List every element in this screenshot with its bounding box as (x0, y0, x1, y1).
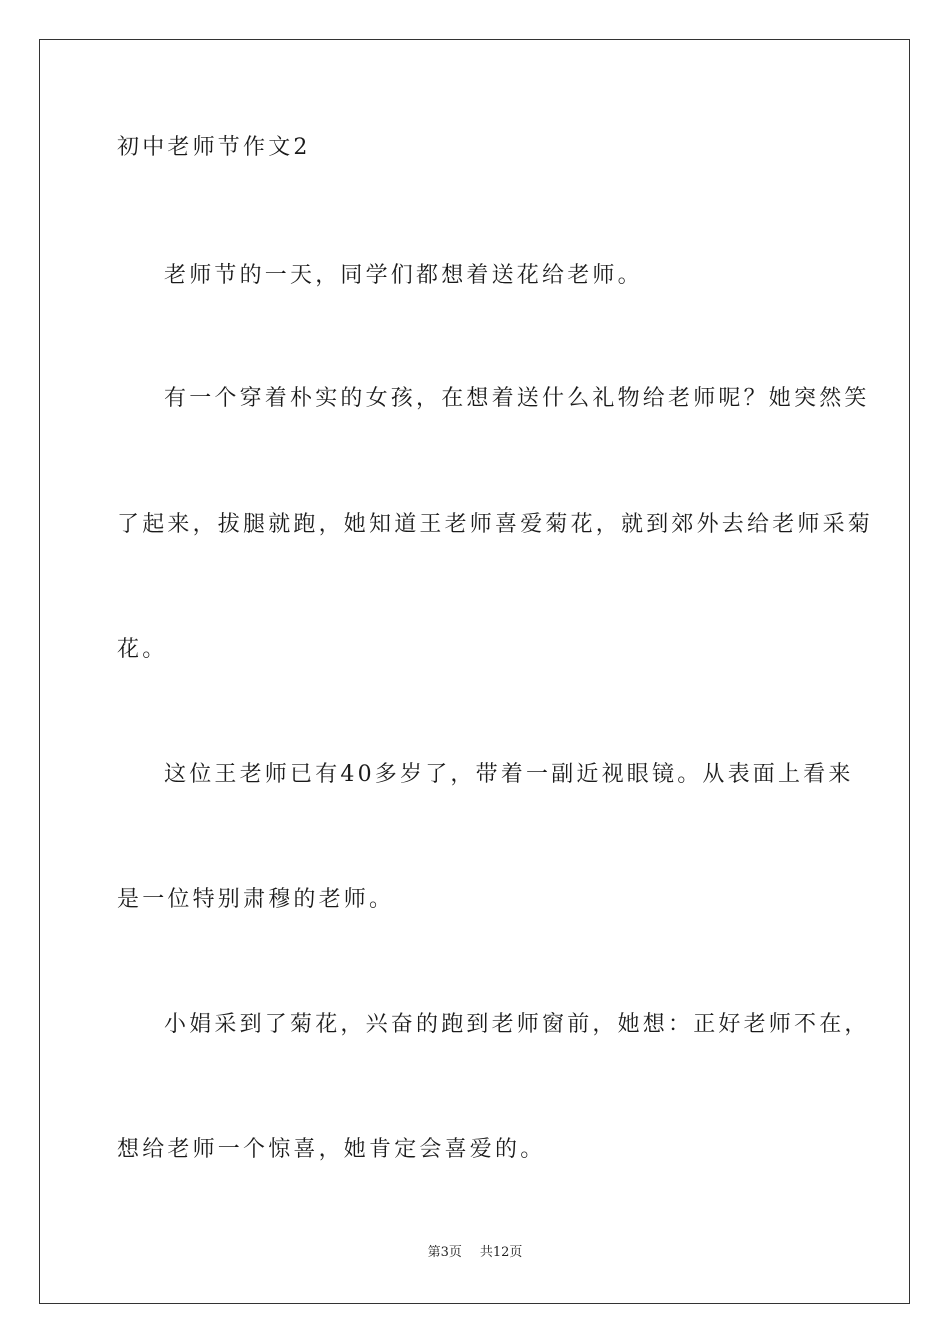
paragraph-line: 有一个穿着朴实的女孩，在想着送什么礼物给老师呢？她突然笑 (164, 386, 870, 411)
page-total: 共12页 (479, 1245, 523, 1260)
paragraph-line: 了起来，拔腿就跑，她知道王老师喜爱菊花，就到郊外去给老师采菊 (117, 512, 874, 537)
document-title: 初中老师节作文2 (117, 135, 311, 160)
page-frame (39, 39, 910, 1304)
page-footer (0, 1244, 950, 1262)
paragraph-line: 是一位特别肃穆的老师。 (117, 887, 395, 912)
page-number: 第3页 (427, 1245, 462, 1260)
paragraph-line: 老师节的一天，同学们都想着送花给老师。 (164, 263, 643, 288)
paragraph-line: 这位王老师已有40多岁了，带着一副近视眼镜。从表面上看来 (164, 762, 854, 787)
paragraph-line: 小娟采到了菊花，兴奋的跑到老师窗前，她想：正好老师不在， (164, 1012, 870, 1037)
paragraph-line: 想给老师一个惊喜，她肯定会喜爱的。 (117, 1137, 546, 1162)
paragraph-line: 花。 (117, 637, 168, 662)
